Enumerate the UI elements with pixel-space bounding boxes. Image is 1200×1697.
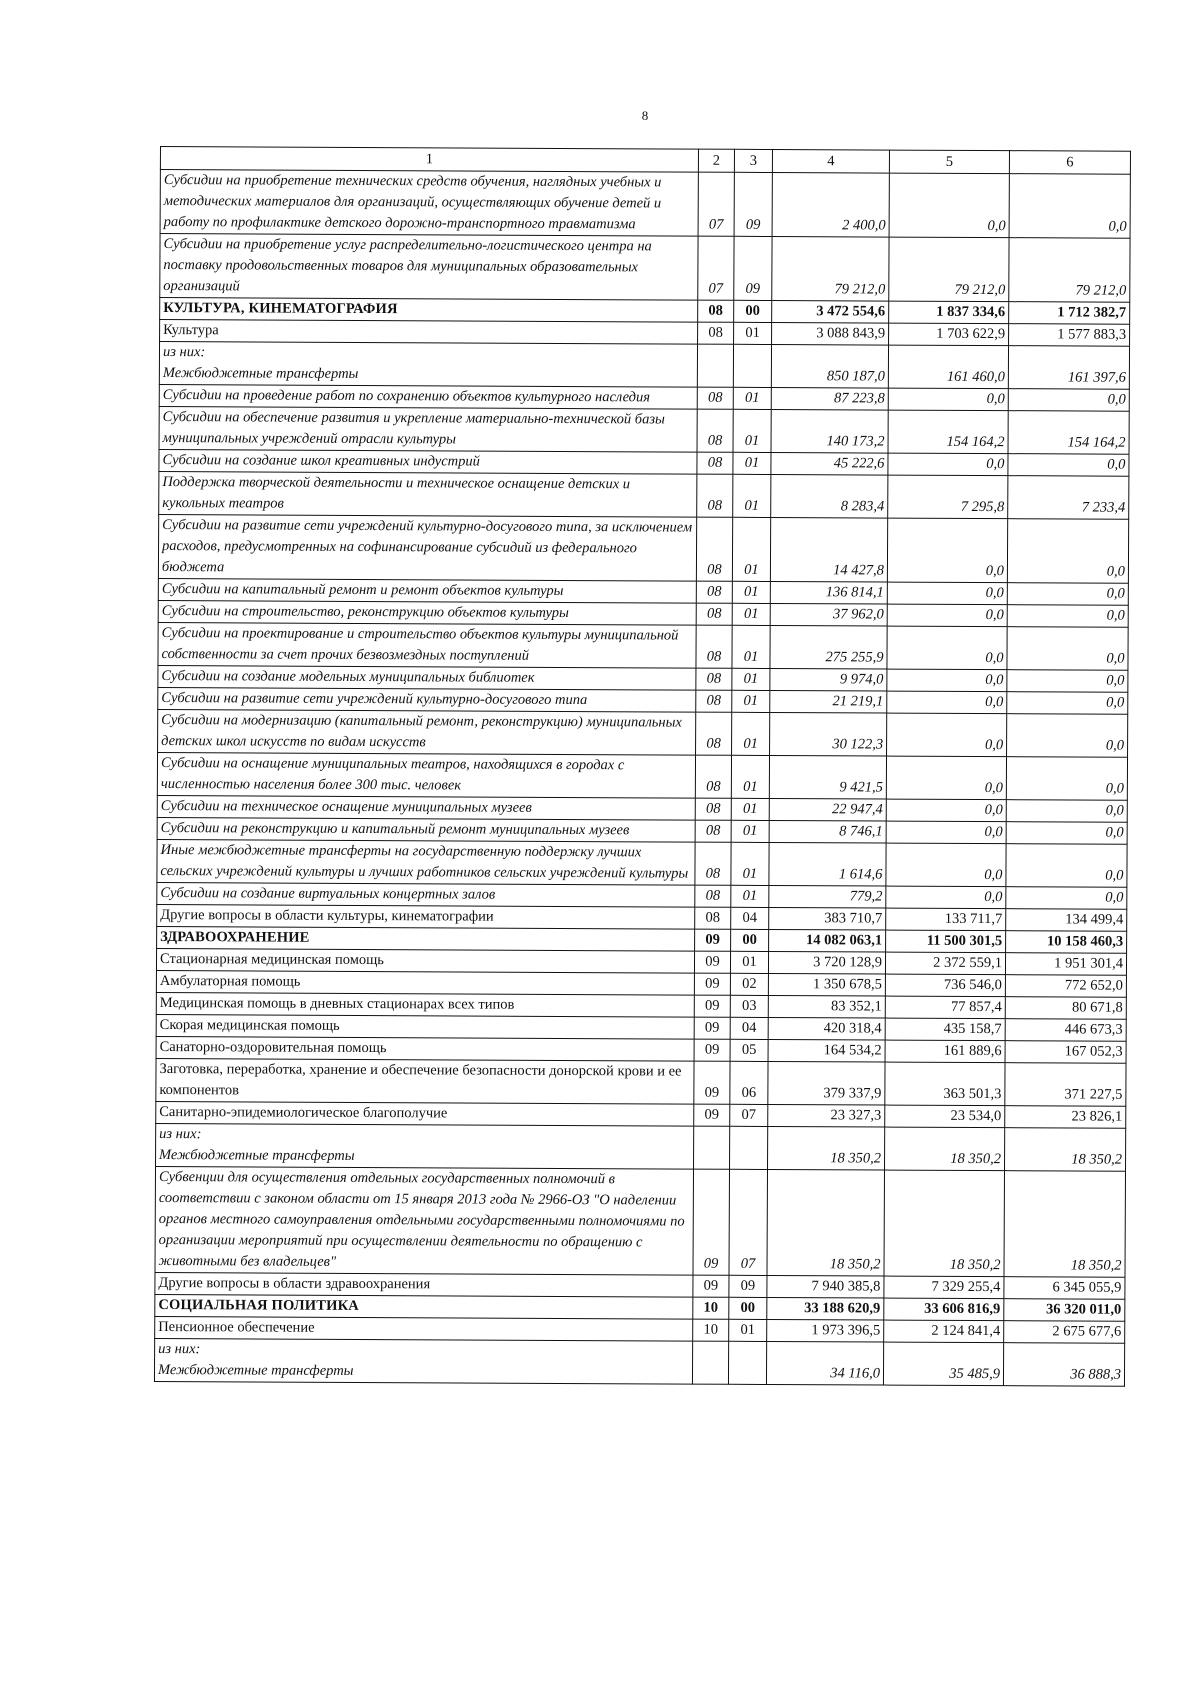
value-col6-cell: 0,0 [1006,757,1127,801]
value-col4-cell: 34 116,0 [766,1341,883,1385]
value-col4-cell: 3 472 554,6 [772,300,889,323]
value-col6-cell: 134 499,4 [1006,909,1127,932]
section-code-cell: 08 [696,712,732,755]
value-col4-cell: 420 318,4 [768,1017,885,1040]
value-col6-cell: 0,0 [1008,389,1129,412]
row-name-cell [158,514,696,581]
row-name: Субсидии на проведение работ по сохранению объектов культурного наследия [162,387,651,406]
header-cell-1: 1 [160,147,698,173]
value-col4-cell: 22 947,4 [769,798,886,821]
subsection-code-cell: 01 [732,581,770,603]
value-col4-cell: 3 088 843,9 [772,322,889,345]
value-col5-cell: 0,0 [886,886,1006,909]
header-cell-6: 6 [1009,151,1130,175]
row-name: Стационарная медицинская помощь [159,951,384,969]
section-code-cell: 10 [693,1319,729,1341]
value-col5-cell: 7 295,8 [888,475,1008,519]
row-name: КУЛЬТУРА, КИНЕМАТОГРАФИЯ [163,300,398,318]
row-name-cell [158,687,696,712]
value-col6-cell: 371 227,5 [1005,1063,1126,1107]
section-code-cell [692,1341,728,1384]
section-code-cell: 08 [696,517,732,581]
row-name: Субсидии на развитие сети учреждений культурно-досугового типа, за исключением расходов, предусмотренных на софинансирование субсидий из федерального бюджета [161,517,693,576]
table-row [154,1338,1124,1386]
value-col4-cell: 83 352,1 [768,995,885,1018]
section-code-cell: 08 [695,907,731,929]
row-name: Пенсионное обеспечение [158,1319,315,1336]
section-code-cell [694,1126,730,1169]
subsection-code-cell: 01 [731,885,769,907]
value-col4-cell: 779,2 [769,885,886,908]
row-name-cell [155,1166,694,1275]
subsection-code-cell: 01 [729,1319,767,1341]
value-col5-cell: 161 460,0 [888,345,1008,389]
row-name: СОЦИАЛЬНАЯ ПОЛИТИКА [158,1297,360,1314]
section-code-cell: 07 [698,236,734,300]
row-name-cell [158,665,696,690]
value-col4-cell: 45 222,6 [771,452,888,475]
row-name: Санитарно-эпидемиологическое благополучие [159,1104,448,1122]
value-col6-cell: 0,0 [1007,692,1128,715]
table-row [155,1166,1126,1277]
subsection-code-cell: 05 [730,1039,768,1061]
value-col5-cell: 35 485,9 [883,1342,1003,1386]
section-code-cell: 08 [696,690,732,712]
subsection-code-cell: 01 [733,474,771,517]
subsection-code-cell [728,1341,766,1384]
value-col6-cell: 36 888,3 [1003,1343,1124,1387]
value-col6-cell: 18 350,2 [1004,1171,1126,1278]
section-code-cell [697,344,733,387]
subsection-code-cell: 04 [730,1017,768,1039]
row-name: Иные межбюджетные трансферты на государственную поддержку лучших сельских учреждений культуры и лучших работников сельских учреждений культуры [160,842,689,882]
subsection-code-cell: 00 [729,1297,767,1319]
section-code-cell: 08 [697,452,733,474]
table-row [159,471,1129,519]
value-col5-cell: 18 350,2 [884,1170,1005,1277]
table-row [159,342,1129,390]
value-col4-cell: 379 337,9 [768,1061,885,1105]
row-name: Другие вопросы в области здравоохранения [158,1275,431,1293]
subsection-code-cell: 00 [731,929,769,951]
value-col6-cell: 6 345 055,9 [1004,1277,1125,1300]
row-name: Субвенции для осуществления отдельных государственных полномочий в соответствии с законом области от 15 января 2013 года № 2966-ОЗ "О наделении органов местного самоуправления отдельными государственными полномочиями по организации мероприятий при осуществлении деятельности по обращению с животными без владельцев" [158,1169,685,1270]
section-code-cell: 09 [695,929,731,951]
table-row [160,170,1130,239]
table-row [157,839,1127,887]
row-name: Санаторно-оздоровительная помощь [159,1039,387,1057]
row-name: Субсидии на техническое оснащение муниципальных музеев [160,798,532,816]
value-col4-cell: 1 614,6 [769,842,886,886]
section-code-cell: 08 [697,387,733,409]
row-name-cell [157,839,695,885]
row-name-cell [157,926,695,951]
subsection-code-cell: 09 [729,1275,767,1297]
subsection-code-cell [730,1126,768,1169]
row-name: Скорая медицинская помощь [159,1017,340,1034]
value-col6-cell: 0,0 [1007,583,1128,606]
section-code-cell: 09 [694,1017,730,1039]
subsection-code-cell: 01 [732,517,770,581]
subsection-code-cell: 07 [729,1169,768,1275]
row-name: Поддержка творческой деятельности и техническое оснащение детских и кукольных театров [162,474,631,512]
section-code-cell: 08 [696,668,732,690]
row-name-cell [156,992,694,1017]
section-code-cell: 09 [694,1104,730,1126]
value-col4-cell: 850 187,0 [771,344,888,388]
section-code-cell: 09 [693,1169,730,1275]
subsection-code-cell: 07 [730,1104,768,1126]
section-code-cell: 08 [696,625,732,668]
section-code-cell: 08 [698,300,734,322]
value-col4-cell: 37 962,0 [770,603,887,626]
value-col4-cell: 136 814,1 [770,581,887,604]
table-row [156,1123,1126,1171]
value-col5-cell: 23 534,0 [885,1105,1005,1128]
row-name-cell [156,1014,694,1039]
value-col5-cell: 0,0 [886,756,1006,800]
row-name-cell [159,449,697,474]
subsection-code-cell: 01 [734,322,772,344]
row-name: Субсидии на приобретение технических средств обучения, наглядных учебных и методических материалов для организаций, осуществляющих обучение детей и работу по профилактике детского дорожно-транспортного травматизма [163,172,662,233]
subsection-code-cell [733,344,771,387]
value-col6-cell: 36 320 011,0 [1004,1299,1125,1322]
section-code-cell: 10 [693,1297,729,1319]
section-code-cell: 08 [697,474,733,517]
row-name: Субсидии на модернизацию (капитальный ремонт, реконструкцию) муниципальных детских школ искусств по видам искусств [161,712,682,751]
row-name: Заготовка, переработка, хранение и обеспечение безопасности донорской крови и ее компонентов [159,1061,682,1099]
row-name: Субсидии на оснащение муниципальных театров, находящихся в городах с численностью населения более 300 тыс. человек [160,755,625,794]
value-col5-cell: 18 350,2 [885,1127,1005,1171]
subsection-code-cell: 01 [733,409,771,452]
row-name-cell [154,1338,692,1384]
row-name-cell [155,1316,693,1341]
subsection-code-cell: 01 [731,798,769,820]
value-col6-cell: 0,0 [1006,822,1127,845]
row-name-cell [156,1123,694,1169]
subsection-code-cell: 01 [731,755,769,798]
row-name-cell [160,298,698,323]
subsection-code-cell: 04 [731,907,769,929]
value-col5-cell: 0,0 [887,582,1007,605]
row-name-cell [157,752,695,798]
row-name-cell [159,384,697,409]
value-col5-cell: 0,0 [888,453,1008,476]
row-name-cell [160,234,698,301]
row-name: Межбюджетные трансферты [162,365,359,382]
value-col4-cell: 164 534,2 [768,1039,885,1062]
value-col6-cell: 18 350,2 [1005,1128,1126,1172]
row-name: Субсидии на капитальный ремонт и ремонт объектов культуры [161,581,564,599]
row-name-cell [159,406,697,452]
value-col4-cell: 7 940 385,8 [767,1275,884,1298]
value-col5-cell: 1 837 334,6 [889,301,1009,324]
row-name-cell [156,970,694,995]
value-col6-cell: 772 652,0 [1005,975,1126,998]
row-name: Другие вопросы в области культуры, кинематографии [160,907,494,925]
section-code-cell: 08 [695,798,731,820]
header-cell-2: 2 [698,149,734,172]
value-col6-cell: 0,0 [1006,800,1127,823]
value-col4-cell: 1 350 678,5 [768,973,885,996]
header-cell-4: 4 [772,149,889,173]
row-name-cell [156,1058,694,1104]
value-col5-cell: 7 329 255,4 [884,1276,1004,1299]
value-col4-cell: 3 720 128,9 [768,951,885,974]
value-col4-cell: 18 350,2 [768,1126,885,1170]
value-col5-cell: 2 372 559,1 [885,952,1005,975]
value-col5-cell: 0,0 [887,691,1007,714]
budget-table [154,146,1131,1387]
value-col4-cell: 14 427,8 [770,517,887,582]
value-col6-cell: 80 671,8 [1005,997,1126,1020]
row-name-cell [157,795,695,820]
table-row [159,406,1129,454]
row-name-cell [160,320,698,345]
table-row [157,752,1127,800]
value-col6-cell: 446 673,3 [1005,1019,1126,1042]
value-col4-cell: 33 188 620,9 [767,1297,884,1320]
value-col4-cell: 79 212,0 [772,236,889,301]
value-col6-cell: 154 164,2 [1008,411,1129,455]
row-name-cell [159,471,697,517]
row-name: Амбулаторная помощь [159,973,301,990]
value-col5-cell: 154 164,2 [888,410,1008,454]
value-col5-cell: 0,0 [887,713,1007,757]
row-name-cell [158,600,696,625]
value-col6-cell: 1 951 301,4 [1005,953,1126,976]
value-col6-cell: 167 052,3 [1005,1041,1126,1064]
value-col4-cell: 383 710,7 [769,907,886,930]
section-code-cell: 09 [694,951,730,973]
row-name: Субсидии на приобретение услуг распределительно-логистического центра на поставку продовольственных товаров для муниципальных образовательных организаций [163,236,652,295]
value-col5-cell: 0,0 [887,604,1007,627]
row-name: Субсидии на создание модельных муниципальных библиотек [161,668,535,686]
row-name: Субсидии на проектирование и строительство объектов культуры муниципальной собственности за счет прочих безвозмездных поступлений [161,625,679,664]
value-col5-cell: 2 124 841,4 [884,1320,1004,1343]
value-col6-cell: 79 212,0 [1009,238,1130,303]
value-col5-cell: 363 501,3 [885,1062,1005,1106]
row-name: Межбюджетные трансферты [159,1147,355,1164]
value-col5-cell: 33 606 816,9 [884,1298,1004,1321]
value-col5-cell: 133 711,7 [886,908,1006,931]
value-col5-cell: 161 889,6 [885,1040,1005,1063]
value-col6-cell: 0,0 [1007,605,1128,628]
row-name-cell [156,1036,694,1061]
row-prefix-label: из них: [162,344,206,361]
value-col5-cell: 79 212,0 [889,237,1009,302]
value-col6-cell: 0,0 [1007,519,1128,584]
row-name: Культура [163,322,219,339]
subsection-code-cell: 09 [734,172,772,236]
value-col5-cell: 0,0 [887,518,1007,583]
section-code-cell: 09 [694,1061,730,1104]
value-col6-cell: 0,0 [1009,174,1130,239]
row-name-cell [157,817,695,842]
value-col5-cell: 0,0 [887,669,1007,692]
value-col4-cell: 9 421,5 [769,755,886,799]
value-col5-cell: 0,0 [886,821,1006,844]
row-name-cell [155,1294,693,1319]
value-col5-cell: 11 500 301,5 [886,930,1006,953]
value-col5-cell: 77 857,4 [885,996,1005,1019]
value-col6-cell: 0,0 [1007,670,1128,693]
row-name: Субсидии на реконструкцию и капитальный ремонт муниципальных музеев [160,820,630,839]
row-name: Субсидии на создание виртуальных концертных залов [160,885,496,903]
subsection-code-cell: 01 [732,668,770,690]
header-cell-5: 5 [889,150,1009,174]
value-col4-cell: 140 173,2 [771,409,888,453]
value-col4-cell: 23 327,3 [768,1104,885,1127]
table-row [158,514,1128,583]
row-name-cell [158,622,696,668]
section-code-cell: 08 [695,842,731,885]
value-col4-cell: 18 350,2 [767,1169,885,1276]
row-prefix-label: из них: [158,1341,201,1358]
section-code-cell: 09 [694,1039,730,1061]
subsection-code-cell: 00 [734,300,772,322]
table-row [156,1058,1126,1106]
value-col6-cell: 7 233,4 [1008,476,1129,520]
subsection-code-cell: 01 [732,712,770,755]
row-name-cell [158,578,696,603]
value-col4-cell: 8 283,4 [771,474,888,518]
value-col5-cell: 435 158,7 [885,1018,1005,1041]
subsection-code-cell: 01 [732,603,770,625]
value-col6-cell: 0,0 [1006,887,1127,910]
section-code-cell: 08 [696,603,732,625]
row-name-cell [156,948,694,973]
subsection-code-cell: 01 [732,690,770,712]
table-row [158,622,1128,670]
section-code-cell: 08 [696,581,732,603]
header-cell-3: 3 [734,149,772,172]
subsection-code-cell: 01 [733,452,771,474]
section-code-cell: 09 [694,995,730,1017]
section-code-cell: 07 [698,172,734,236]
row-name: Субсидии на создание школ креативных индустрий [162,452,480,470]
section-code-cell: 09 [693,1275,729,1297]
section-code-cell: 08 [695,755,731,798]
value-col6-cell: 1 712 382,7 [1009,302,1130,325]
value-col6-cell: 0,0 [1008,454,1129,477]
subsection-code-cell: 01 [730,951,768,973]
row-name-cell [159,342,697,388]
subsection-code-cell: 01 [733,387,771,409]
row-name: Субсидии на обеспечение развития и укрепление материально-технической базы муниципальных учреждений отрасли культуры [162,409,665,448]
value-col6-cell: 0,0 [1006,844,1127,888]
subsection-code-cell: 09 [734,236,772,300]
value-col4-cell: 8 746,1 [769,820,886,843]
table-row [160,234,1130,303]
row-name-cell [158,709,696,755]
value-col4-cell: 2 400,0 [772,172,889,237]
subsection-code-cell: 02 [730,973,768,995]
row-name-cell [156,1101,694,1126]
subsection-code-cell: 06 [730,1061,768,1104]
row-name: Межбюджетные трансферты [157,1362,354,1379]
value-col5-cell: 0,0 [889,173,1009,238]
row-name-cell [157,904,695,929]
subsection-code-cell: 01 [731,820,769,842]
row-name: Субсидии на строительство, реконструкцию объектов культуры [161,603,569,622]
row-prefix-label: из них: [159,1126,202,1143]
value-col4-cell: 21 219,1 [770,690,887,713]
row-name: ЗДРАВООХРАНЕНИЕ [160,929,310,946]
section-code-cell: 08 [697,409,733,452]
value-col5-cell: 1 703 622,9 [889,323,1009,346]
value-col4-cell: 275 255,9 [770,625,887,669]
row-name: Субсидии на развитие сети учреждений культурно-досугового типа [161,690,588,709]
section-code-cell: 08 [695,885,731,907]
section-code-cell: 08 [695,820,731,842]
value-col6-cell: 0,0 [1007,627,1128,671]
value-col6-cell: 0,0 [1007,714,1128,758]
value-col6-cell: 10 158 460,3 [1006,931,1127,954]
table-row [158,709,1128,757]
section-code-cell: 08 [698,322,734,344]
value-col6-cell: 2 675 677,6 [1004,1321,1125,1344]
row-name-cell [155,1272,693,1297]
value-col5-cell: 0,0 [886,799,1006,822]
value-col4-cell: 30 122,3 [770,712,887,756]
row-name: Медицинская помощь в дневных стационарах всех типов [159,995,515,1013]
subsection-code-cell: 01 [732,625,770,668]
value-col6-cell: 1 577 883,3 [1009,324,1130,347]
value-col4-cell: 1 973 396,5 [767,1319,884,1342]
page-number: 8 [641,108,649,123]
value-col4-cell: 14 082 063,1 [769,929,886,952]
value-col5-cell: 0,0 [888,388,1008,411]
value-col4-cell: 87 223,8 [771,387,888,410]
value-col5-cell: 0,0 [887,626,1007,670]
value-col4-cell: 9 974,0 [770,668,887,691]
section-code-cell: 09 [694,973,730,995]
value-col5-cell: 736 546,0 [885,974,1005,997]
row-name-cell [157,882,695,907]
subsection-code-cell: 03 [730,995,768,1017]
subsection-code-cell: 01 [731,842,769,885]
value-col5-cell: 0,0 [886,843,1006,887]
value-col6-cell: 161 397,6 [1008,346,1129,390]
value-col6-cell: 23 826,1 [1005,1106,1126,1129]
row-name-cell [160,170,698,237]
